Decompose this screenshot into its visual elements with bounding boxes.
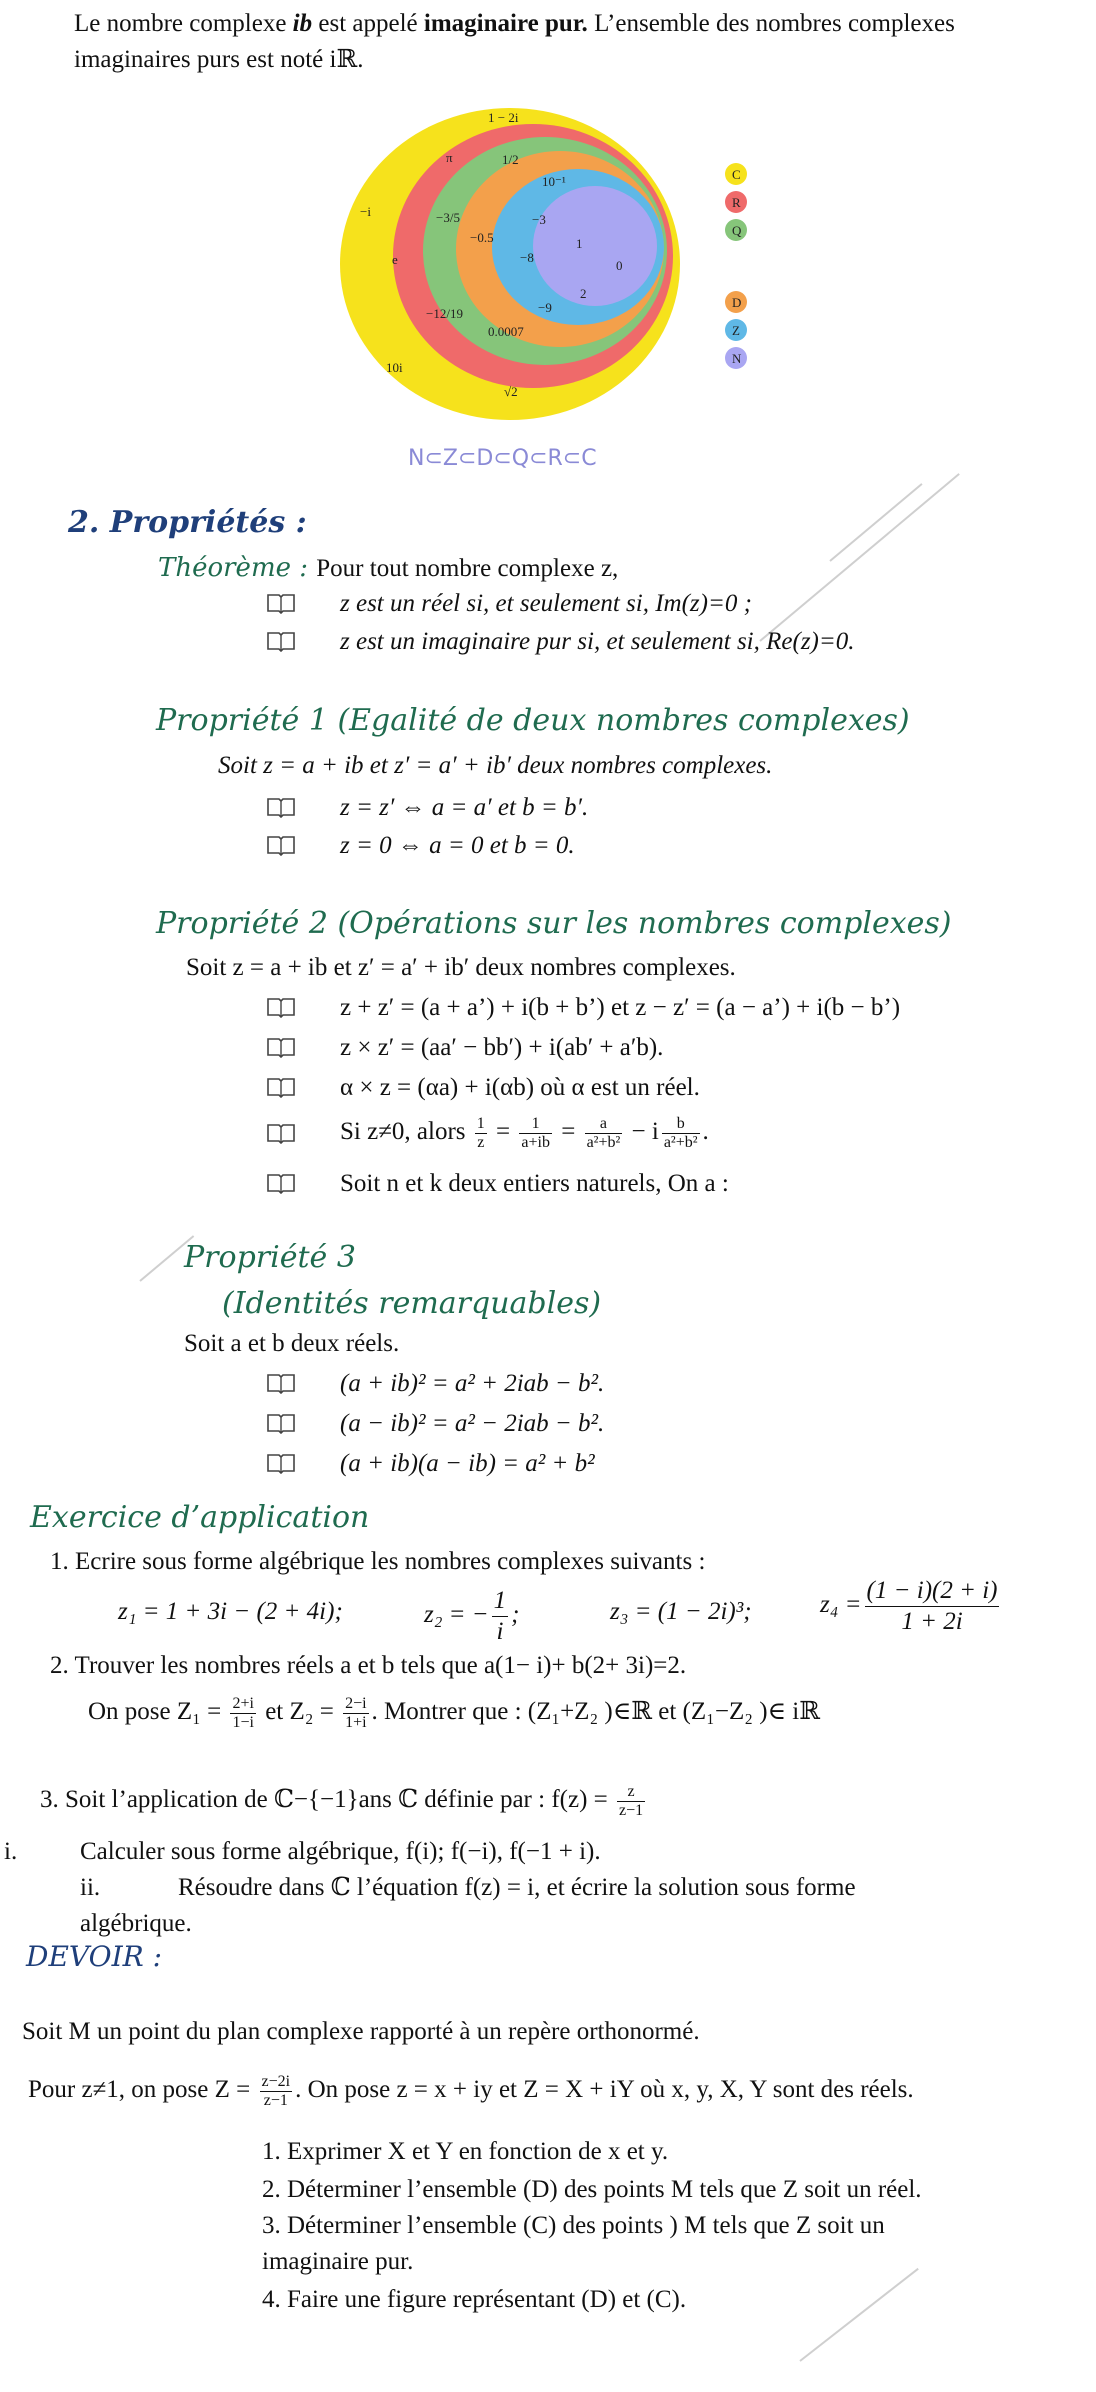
propriete-2-item-2: z × z′ = (aa′ − bb′) + i(ab′ + a′b). [340,1034,664,1061]
propriete-1-title: Propriété 1 (Egalité de deux nombres complexes) [156,703,910,738]
book-icon [266,996,296,1018]
exercice-q3-i-number: i. [4,1838,18,1865]
book-icon [266,630,296,652]
propriete-3-intro: Soit a et b deux réels. [184,1330,400,1357]
diagram-label: −8 [520,250,534,265]
propriete-3-item-3: (a + ib)(a − ib) = a² + b² [340,1450,595,1477]
diagram-label: −3/5 [436,210,460,225]
propriete-2-item-5: Soit n et k deux entiers naturels, On a : [340,1170,729,1197]
devoir-item-3-cont: imaginaire pur. [262,2248,414,2275]
exercice-q2: 2. Trouver les nombres réels a et b tels que a(1− i)+ b(2+ 3i)=2. [50,1652,687,1679]
book-icon [266,592,296,614]
propriete-1-intro: Soit z = a + ib et z′ = a′ + ib′ deux nombres complexes. [218,752,773,779]
diagram-label: −12/19 [426,306,463,321]
book-icon [266,834,296,856]
exercice-z1: z₁ = 1 + 3i − (2 + 4i); [118,1598,343,1625]
theoreme-item-1: z est un réel si, et seulement si, Im(z)=0 ; [340,590,752,617]
book-icon [266,1412,296,1434]
exercice-q2-b: On pose Z₁ = $\frac{2+i}{1-i}$ et Z₂ = $\frac{2-i}{1+i}$ . Montrer que : (Z₁+Z₂ )∈ℝ et (Z₁−Z₂ )∈ iℝ [88,1694,821,1731]
diagram-label: √2 [504,384,518,399]
exercice-q3-ii-cont: algébrique. [80,1910,192,1937]
pencil-mark [799,2268,918,2362]
pencil-mark [829,483,922,562]
propriete-1-item-1: z = z′ ⇔ a = a′ et b = b′. [340,794,589,821]
propriete-3-item-2: (a − ib)² = a² − 2iab − b². [340,1410,605,1437]
devoir-item-3: 3. Déterminer l’ensemble (C) des points ) M tels que Z soit un [262,2212,885,2239]
book-icon [266,1122,296,1144]
propriete-2-item-1: z + z′ = (a + a’) + i(b + b’) et z − z′ = (a − a’) + i(b − b’) [340,994,901,1021]
propriete-2-item-4: Si z≠0, alors $\frac{1}{z}$ = $\frac{1}{a+ib}$ = $\frac{a}{\text{a²+b²}}$ − i $\frac{b}{\text{a²+b²}}$ . [340,1114,709,1151]
legend-C-label: C [732,167,741,182]
theoreme-item-2: z est un imaginaire pur si, et seulement si, Re(z)=0. [340,628,855,655]
diagram-label: e [392,252,398,267]
devoir-title: DEVOIR : [26,1940,163,1973]
diagram-label: 1/2 [502,152,519,167]
intro-line-1: Le nombre complexe ib est appelé imaginaire pur. L’ensemble des nombres complexes [74,10,955,37]
sets-diagram [340,104,760,424]
intro-line-2: imaginaires purs est noté iℝ. [74,46,364,73]
diagram-label: −i [360,204,371,219]
legend-Q-label: Q [732,223,742,238]
devoir-intro: Soit M un point du plan complexe rapporté à un repère orthonormé. [22,2018,700,2045]
book-icon [266,796,296,818]
diagram-label: 0.0007 [488,324,524,339]
book-icon [266,1076,296,1098]
diagram-label: 10i [386,360,403,375]
propriete-3-item-1: (a + ib)² = a² + 2iab − b². [340,1370,605,1397]
diagram-label: 1 [576,236,583,251]
theoreme-line: Théorème : Pour tout nombre complexe z, [158,553,619,583]
section-2-title: 2. Propriétés : [68,505,307,540]
diagram-label: −3 [532,212,546,227]
diagram-label: 0 [616,258,623,273]
legend-Z-label: Z [732,323,740,338]
devoir-item-1: 1. Exprimer X et Y en fonction de x et y. [262,2138,669,2165]
diagram-label: −0.5 [470,230,494,245]
exercice-q3: 3. Soit l’application de ℂ−{−1}ans ℂ définie par : f(z) = $\frac{z}{z-1}$ [40,1782,644,1819]
set-N-region [533,186,657,306]
exercice-title: Exercice d’application [30,1500,370,1535]
book-icon [266,1036,296,1058]
exercice-z2: z₂ = − $\frac{1}{i}$ ; [424,1587,520,1645]
book-icon [266,1372,296,1394]
legend-R-label: R [732,195,741,210]
sets-inclusion-caption: N⊂Z⊂D⊂Q⊂R⊂C [408,446,597,471]
legend-D-label: D [732,295,742,310]
exercice-z3: z₃ = (1 − 2i)³; [610,1598,752,1625]
pencil-mark [759,473,959,642]
exercice-z4: z₄ = $\frac{(1 - i)(2 + i)}{1 + 2i}$ [820,1577,998,1635]
propriete-2-intro: Soit z = a + ib et z′ = a′ + ib′ deux nombres complexes. [186,954,736,981]
diagram-label: 2 [580,286,587,301]
diagram-label: π [446,150,453,165]
diagram-label: −9 [538,300,552,315]
propriete-2-title: Propriété 2 (Opérations sur les nombres complexes) [156,906,952,941]
legend-N-label: N [732,351,742,366]
exercice-q3-i: Calculer sous forme algébrique, f(i); f(−i), f(−1 + i). [80,1838,601,1865]
exercice-q3-ii-number: ii. [80,1874,101,1901]
book-icon [266,1172,296,1194]
diagram-label: 1 − 2i [488,110,519,125]
propriete-1-item-2: z = 0 ⇔ a = 0 et b = 0. [340,832,575,859]
propriete-3-title: Propriété 3 [184,1240,356,1275]
devoir-item-4: 4. Faire une figure représentant (D) et (C). [262,2286,687,2313]
propriete-2-item-3: α × z = (αa) + i(αb) où α est un réel. [340,1074,700,1101]
propriete-3-subtitle: (Identités remarquables) [222,1286,602,1321]
devoir-item-2: 2. Déterminer l’ensemble (D) des points M tels que Z soit un réel. [262,2176,922,2203]
exercice-q1: 1. Ecrire sous forme algébrique les nombres complexes suivants : [50,1548,706,1575]
book-icon [266,1452,296,1474]
diagram-label: 10⁻¹ [542,174,566,189]
exercice-q3-ii: Résoudre dans ℂ l’équation f(z) = i, et écrire la solution sous forme [178,1874,856,1901]
devoir-definition: Pour z≠1, on pose Z = $\frac{z-2i}{z-1}$ . On pose z = x + iy et Z = X + iY où x, y, X, Y sont des réels. [28,2072,914,2109]
